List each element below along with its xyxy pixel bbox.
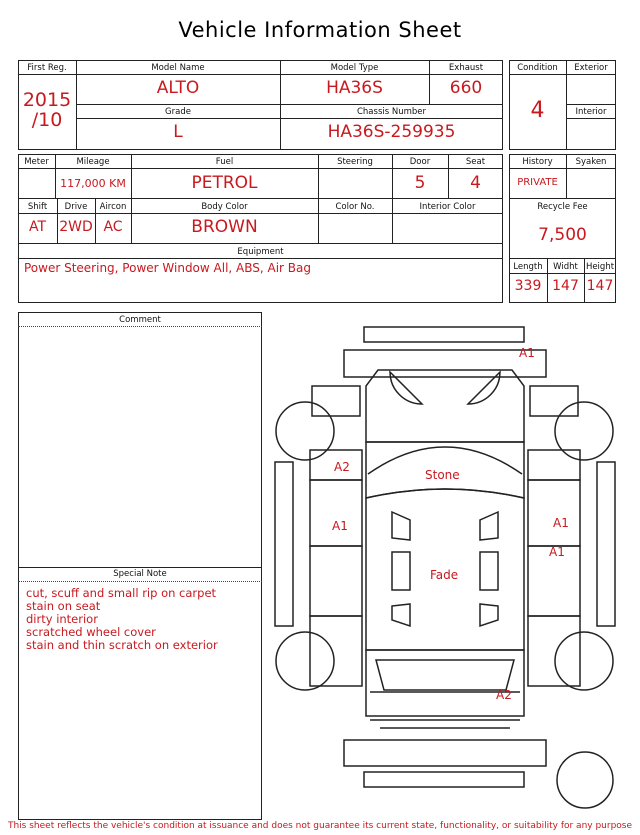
special-note-item: scratched wheel cover <box>26 625 156 639</box>
condition-label: Condition <box>517 63 558 73</box>
hood-panel <box>366 370 524 442</box>
rear-bumper-bottom <box>364 772 524 787</box>
special-note-item: stain and thin scratch on exterior <box>26 638 218 652</box>
special-note-item: dirty interior <box>26 612 98 626</box>
model-name-label: Model Name <box>151 63 205 73</box>
sheet-title: Vehicle Information Sheet <box>178 18 462 42</box>
left-rear-door <box>310 546 362 616</box>
history-value: PRIVATE <box>517 177 558 188</box>
interior-color-label: Interior Color <box>419 202 476 212</box>
model-type-value: HA36S <box>326 78 383 98</box>
body-color-value: BROWN <box>191 217 258 237</box>
left-front-fender <box>312 386 360 416</box>
aircon-value: AC <box>103 219 123 235</box>
left-rear-quarter <box>310 616 362 686</box>
recycle-fee-label: Recycle Fee <box>537 202 588 212</box>
right-front-wheel <box>555 402 613 460</box>
exterior-label: Exterior <box>574 63 608 73</box>
special-note-item: stain on seat <box>26 599 101 613</box>
mileage-label: Mileage <box>76 157 110 167</box>
model-name-value: ALTO <box>156 78 200 98</box>
door-label: Door <box>409 157 431 167</box>
right-front-fender <box>530 386 578 416</box>
seat-value: 4 <box>470 173 481 193</box>
roof-mark: Stone <box>425 468 460 482</box>
shift-value: AT <box>28 219 47 235</box>
front-bumper-mark: A1 <box>519 346 535 360</box>
right-rear-wheel <box>555 632 613 690</box>
comment-box <box>18 312 262 568</box>
equipment-value: Power Steering, Power Window All, ABS, Air Bag <box>24 261 312 275</box>
length-label: Length <box>513 262 543 272</box>
height-label: Height <box>585 262 615 272</box>
recycle-fee-value: 7,500 <box>538 225 587 245</box>
comment-label: Comment <box>119 315 161 325</box>
equipment-label: Equipment <box>237 247 284 257</box>
chassis-number-label: Chassis Number <box>356 107 427 117</box>
condition-value: 4 <box>530 98 545 123</box>
height-value: 147 <box>586 278 614 294</box>
grade-value: L <box>173 122 183 142</box>
right-front-door <box>528 480 580 546</box>
special-note-item: cut, scuff and small rip on carpet <box>26 586 217 600</box>
exhaust-label: Exhaust <box>448 63 484 73</box>
left-front-door-mark: A1 <box>332 519 348 533</box>
left-front-fender-mark: A2 <box>334 460 350 474</box>
length-value: 339 <box>514 278 542 294</box>
drive-value: 2WD <box>59 219 93 235</box>
first-reg-year: 2015 <box>22 89 72 111</box>
fuel-label: Fuel <box>215 157 234 167</box>
right-side-front <box>528 450 580 480</box>
steering-label: Steering <box>337 157 373 167</box>
width-label: Widht <box>553 262 578 272</box>
shift-label: Shift <box>27 202 48 212</box>
special-note-label: Special Note <box>113 569 167 579</box>
drive-label: Drive <box>64 202 88 212</box>
first-reg-label: First Reg. <box>27 63 67 73</box>
rear-mark: A2 <box>496 688 512 702</box>
aircon-label: Aircon <box>99 202 127 212</box>
front-bumper <box>344 350 546 377</box>
spare-wheel <box>557 752 613 808</box>
body-color-label: Body Color <box>201 202 248 212</box>
fuel-value: PETROL <box>191 173 258 193</box>
grade-label: Grade <box>165 107 191 117</box>
width-value: 147 <box>552 278 579 294</box>
special-note-list <box>26 587 258 652</box>
right-front-door-mark: A1 <box>553 516 569 530</box>
front-bumper-top <box>364 327 524 342</box>
seat-label: Seat <box>465 157 486 167</box>
disclaimer-footer: This sheet reflects the vehicle's condition at issuance and does not guarantee its current state, functionality, or suitability for any purpose <box>7 821 633 831</box>
first-reg-month: /10 <box>31 109 63 131</box>
door-value: 5 <box>414 173 426 193</box>
chassis-number-value: HA36S-259935 <box>327 122 456 142</box>
interior-label: Interior <box>575 107 607 117</box>
color-no-label: Color No. <box>335 202 375 212</box>
floor-mark: Fade <box>430 568 459 582</box>
mileage-value: 117,000 KM <box>60 177 126 190</box>
meter-label: Meter <box>24 157 49 167</box>
left-front-door <box>310 480 362 546</box>
right-rear-door-mark: A1 <box>549 545 565 559</box>
model-type-label: Model Type <box>330 63 379 73</box>
left-front-wheel <box>276 402 334 460</box>
history-label: History <box>522 157 553 167</box>
rear-bumper <box>344 740 546 766</box>
exhaust-value: 660 <box>449 78 483 98</box>
left-rear-wheel <box>276 632 334 690</box>
syaken-label: Syaken <box>575 157 607 167</box>
right-rear-quarter <box>528 616 580 686</box>
